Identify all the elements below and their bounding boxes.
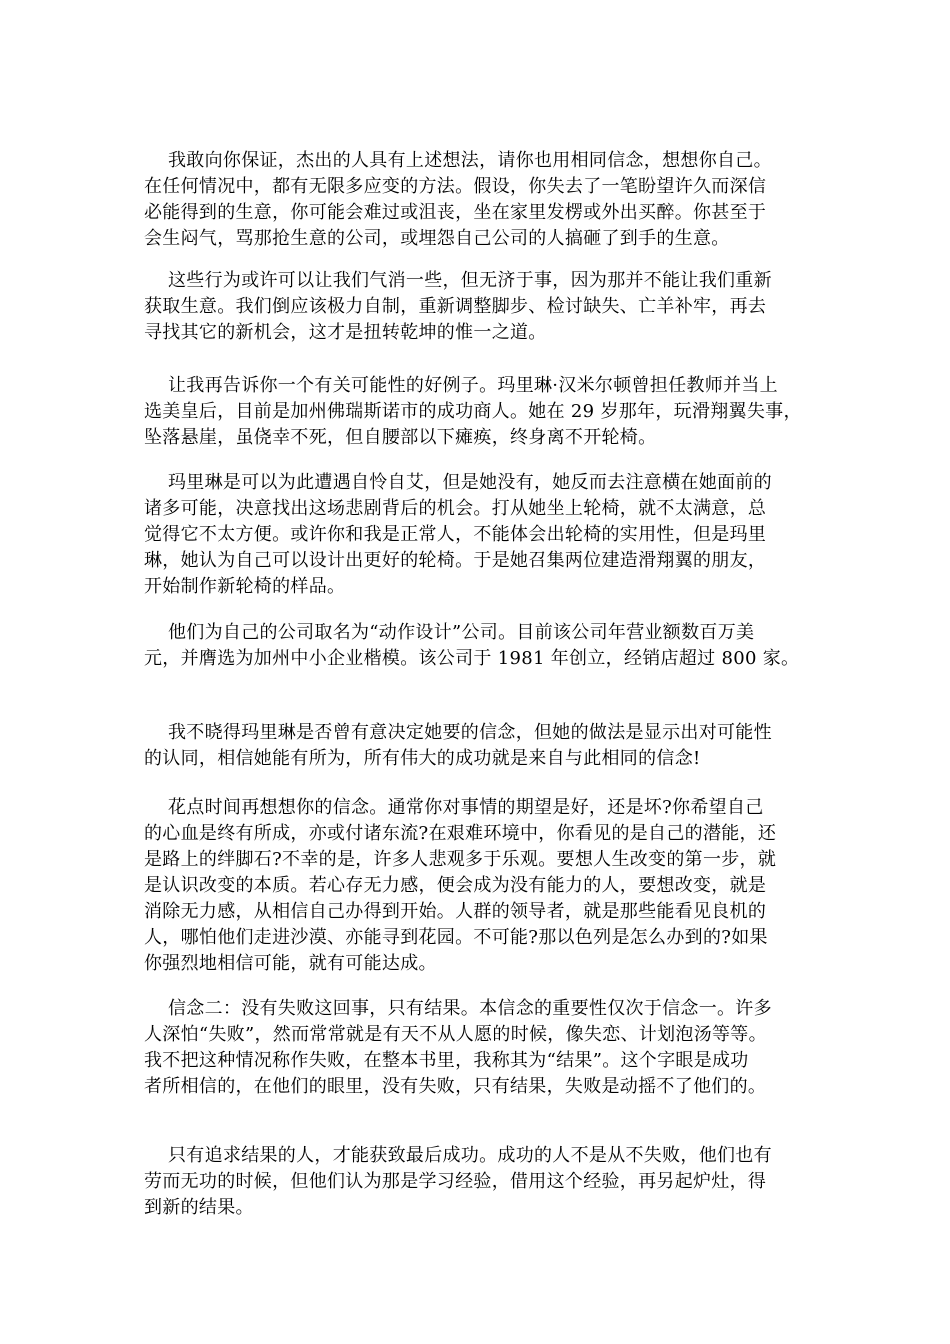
- text-line: 觉得它不太方便。或许你和我是正常人，不能体会出轮椅的实用性，但是玛里: [144, 524, 767, 545]
- text-line: 人深怕“失败”，然而常常就是有天不从人愿的时候，像失恋、计划泡汤等等。: [144, 1024, 767, 1045]
- text-line: 让我再告诉你一个有关可能性的好例子。玛里琳·汉米尔顿曾担任教师并当上: [168, 375, 778, 396]
- text-line: 获取生意。我们倒应该极力自制，重新调整脚步、检讨缺失、亡羊补牢，再去: [144, 296, 767, 317]
- text-line: 是路上的绊脚石?不幸的是，许多人悲观多于乐观。要想人生改变的第一步，就: [144, 849, 777, 870]
- text-line: 消除无力感，从相信自己办得到开始。人群的领导者，就是那些能看见良机的: [144, 901, 767, 922]
- text-line: 人，哪怕他们走进沙漠、亦能寻到花园。不可能?那以色列是怎么办到的?如果: [144, 927, 768, 948]
- paragraph: [144, 373, 820, 451]
- text-line: 是认识改变的本质。若心存无力感，便会成为没有能力的人，要想改变，就是: [144, 875, 767, 896]
- text-line: 到新的结果。: [144, 1197, 254, 1218]
- paragraph: [144, 268, 820, 346]
- text-line: 元，并膺选为加州中小企业楷模。该公司于 1981 年创立，经销店超过 800 家。: [144, 648, 800, 669]
- text-line: 会生闷气，骂那抢生意的公司，或埋怨自己公司的人搞砸了到手的生意。: [144, 228, 730, 249]
- text-line: 的心血是终有所成，亦或付诸东流?在艰难环境中，你看见的是自己的潜能，还: [144, 823, 777, 844]
- text-line: 者所相信的，在他们的眼里，没有失败，只有结果，失败是动摇不了他们的。: [144, 1076, 767, 1097]
- paragraph: [144, 720, 820, 772]
- text-line: 琳，她认为自己可以设计出更好的轮椅。于是她召集两位建造滑翔翼的朋友，: [144, 550, 767, 571]
- text-line: 我敢向你保证，杰出的人具有上述想法，请你也用相同信念，想想你自己。: [168, 150, 772, 171]
- text-line: 诸多可能，决意找出这场悲剧背后的机会。打从她坐上轮椅，就不太满意，总: [144, 498, 767, 519]
- text-line: 他们为自己的公司取名为“动作设计”公司。目前该公司年营业额数百万美: [168, 622, 755, 643]
- text-line: 劳而无功的时候，但他们认为那是学习经验，借用这个经验，再另起炉灶，得: [144, 1171, 767, 1192]
- text-line: 寻找其它的新机会，这才是扭转乾坤的惟一之道。: [144, 322, 547, 343]
- text-line: 必能得到的生意，你可能会难过或沮丧，坐在家里发楞或外出买醉。你甚至于: [144, 202, 767, 223]
- text-line: 只有追求结果的人，才能获致最后成功。成功的人不是从不失败，他们也有: [168, 1145, 772, 1166]
- text-line: 开始制作新轮椅的样品。: [144, 576, 346, 597]
- paragraph: [144, 620, 820, 672]
- text-line: 我不晓得玛里琳是否曾有意决定她要的信念，但她的做法是显示出对可能性: [168, 722, 772, 743]
- text-line: 坠落悬崖，虽侥幸不死，但自腰部以下瘫痪，终身离不开轮椅。: [144, 427, 657, 448]
- text-line: 在任何情况中，都有无限多应变的方法。假设，你失去了一笔盼望许久而深信: [144, 176, 767, 197]
- text-line: 这些行为或许可以让我们气消一些，但无济于事，因为那并不能让我们重新: [168, 270, 772, 291]
- text-line: 的认同，相信她能有所为，所有伟大的成功就是来自与此相同的信念!: [144, 748, 701, 769]
- paragraph: [144, 1143, 820, 1221]
- text-line: 花点时间再想想你的信念。通常你对事情的期望是好，还是坏?你希望自己: [168, 797, 764, 818]
- text-line: 你强烈地相信可能，就有可能达成。: [144, 953, 437, 974]
- paragraph: [144, 148, 820, 252]
- text-line: 选美皇后，目前是加州佛瑞斯诺市的成功商人。她在 29 岁那年，玩滑翔翼失事，: [144, 401, 802, 422]
- text-line: 信念二：没有失败这回事，只有结果。本信念的重要性仅次于信念一。许多: [168, 998, 772, 1019]
- text-line: 我不把这种情况称作失败，在整本书里，我称其为“结果”。这个字眼是成功: [144, 1050, 749, 1071]
- paragraph: [144, 470, 820, 600]
- paragraph: [144, 795, 820, 977]
- text-line: 玛里琳是可以为此遭遇自怜自艾，但是她没有，她反而去注意横在她面前的: [168, 472, 772, 493]
- paragraph: [144, 996, 820, 1100]
